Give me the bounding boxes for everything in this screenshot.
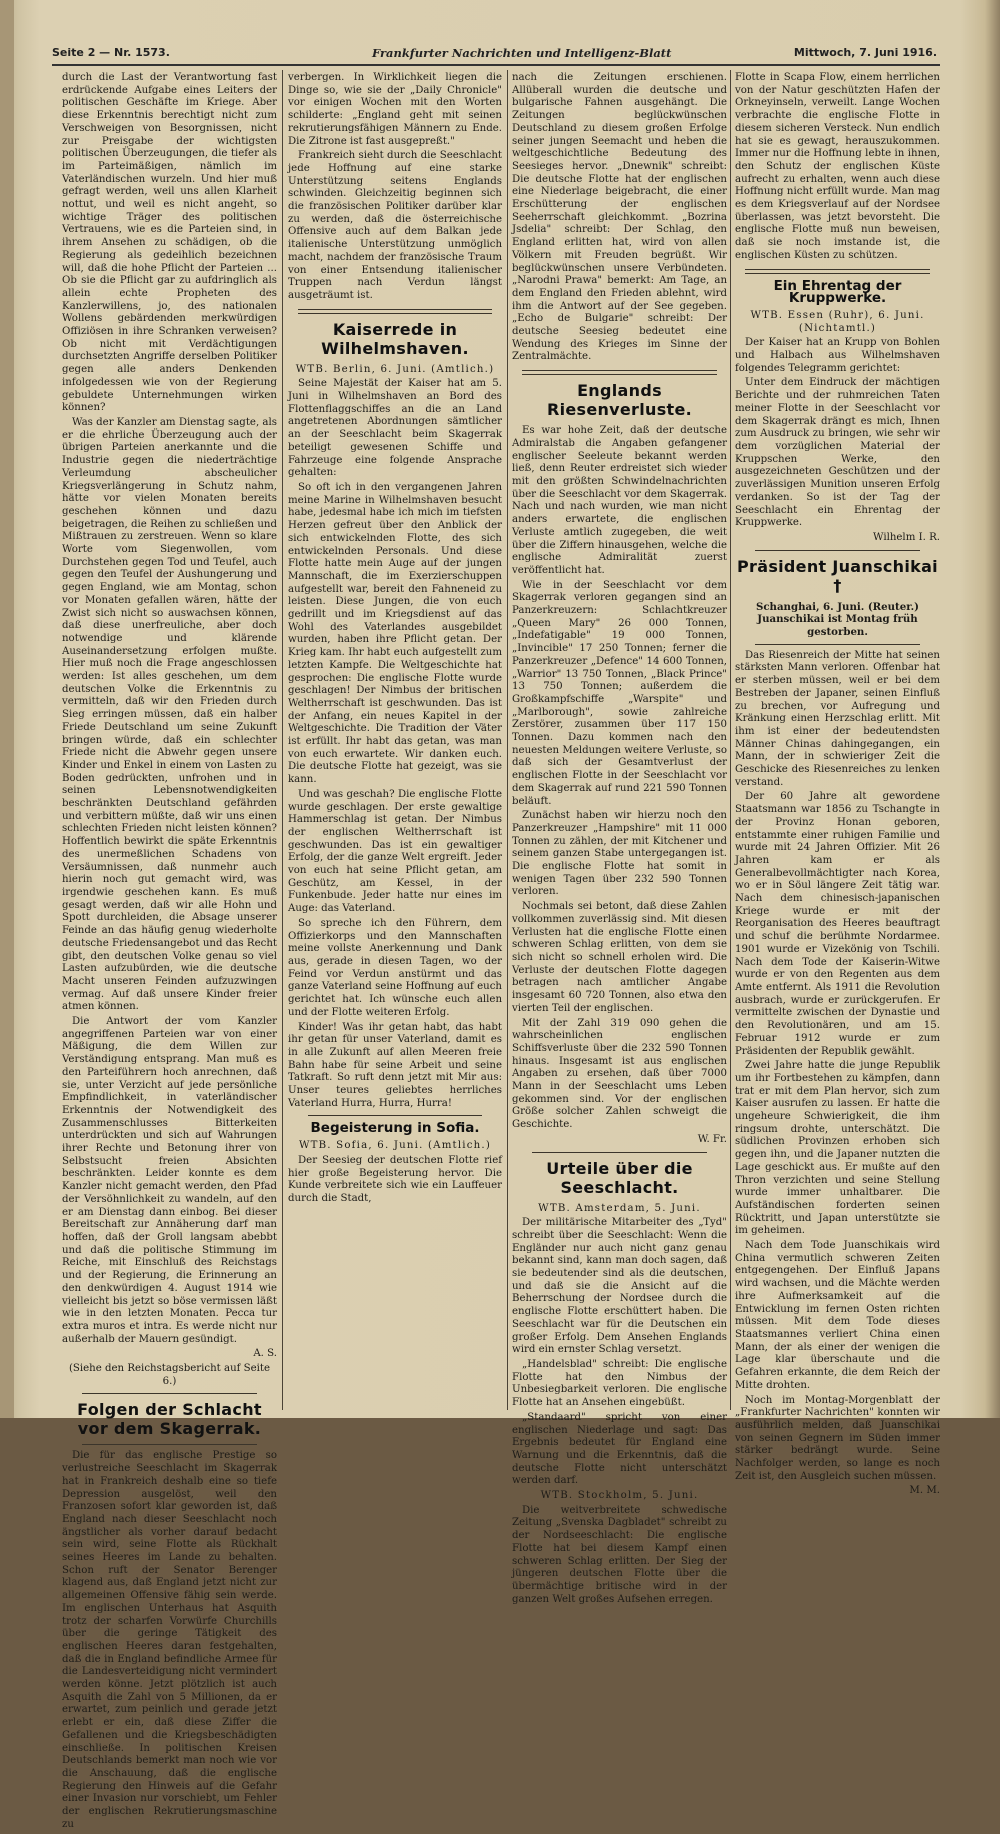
article-paragraph: Die Antwort der vom Kanzler angegriffenen Parteien war von einer Mäßigung, die dem Willen zur Verständigung entsprang. Man muß es den Parteiführern hoch anrechnen, daß sie, unter Verzicht auf jede persönliche Empfindlichkeit, in vaterländischer Erkenntnis der Notwendigkeit des Zusammenschlusses Bitterkeiten unterdrückten und sich auf Wahrungen ihrer Rechte und Betonung ihrer von Selbstsucht freien Absichten beschränkten. Leider konnte es dem Kanzler nicht gemacht werden, den Pfad der Versöhnlichkeit zu wandeln, auf den er am Dienstag dann einbog. Bei dieser Bereitschaft zur Annäherung darf man hoffen, daß der Groll langsam abebbt und daß die politische Stimmung im Reiche, mit Einschluß des Reichstags und der Regierung, die Erinnerung an den denkwürdigen 4. August 1914 wie vielleicht bis jetzt so böse vermissen läßt wie in den letzten Monaten. Pecca tur extra muros et intra. Es werde nicht nur außerhalb der Mauern gesündigt. [62,1016,277,1345]
column-2 [288,72,502,1208]
headline-folgen-der-schlacht: Folgen der Schlacht vor dem Skagerrak. [77,1400,262,1439]
headline-kaiserrede: Kaiserrede in Wilhelmshaven. [321,319,469,358]
headline-praesident-juanschikai: Präsident Juanschikai † [737,556,938,595]
sub-headline: Schanghai, 6. Juni. (Reuter.) Juanschikai ist Montag früh gestorben. [755,600,919,639]
article-paragraph: Flotte in Scapa Flow, einem herrlichen von der Natur geschützten Hafen der Orkneyinseln, verweilt. Lange Wochen verbrachte die englische Flotte in diesem sicheren Versteck. Nun endlich hat sie es gewagt, herauszukommen. Immer nur die Hoffnung lebte in ihnen, den Schutz der englischen Küste aufrecht zu erhalten, wenn auch diese Hoffnung nicht erfüllt wurde. Man mag es dem Kriegsverlauf auf der Nordsee überlassen, was jetzt bevorsteht. Die englische Flotte muß nun beweisen, daß sie noch imstande ist, die englischen Küsten zu schützen. [735,72,940,261]
headline-urteile-seeschlacht: Urteile über die Seeschlacht. [546,1158,693,1197]
article-paragraph: Kinder! Was ihr getan habt, das habt ihr getan für unser Vaterland, damit es in alle Zukunft auf allen Meeren freie Bahn habe für seine Arbeit und seine Tatkraft. So ruft denn jetzt mit Mir aus: Unser teures geliebtes herrliches Vaterland Hurra, Hurra, Hurra! [288,1021,502,1109]
article-paragraph: „Handelsblad" schreibt: Die englische Flotte hat den Nimbus der Unbesiegbarkeit verloren. Die englische Flotte hat an Ansehen eingebüßt. [512,1358,727,1409]
article-paragraph: Seine Majestät der Kaiser hat am 5. Juni in Wilhelmshaven an Bord des Flottenflaggschiffes an die an Land angetretenen Abordnungen sämtlicher an der Seeschlacht beim Skagerrak beteiligt gewesenen Schiffe und Fahrzeuge eine folgende Ansprache gehalten: [288,378,502,479]
article-paragraph: Mit der Zahl 319 090 gehen die wahrscheinlichen englischen Schiffsverluste über die 232 590 Tonnen hinaus. Insgesamt ist aus englischen Angaben zu ersehen, daß über 7000 Mann in der Seeschlacht ums Leben gekommen sind. Vor der englischen Größe solcher Zahlen schweigt die Geschichte. [512,1017,727,1131]
newspaper-title: Frankfurter Nachrichten und Intelligenz-Blatt [372,46,672,60]
cross-reference-note: (Siehe den Reichstagsbericht auf Seite 6.) [68,1363,271,1387]
page-header [52,44,937,64]
section-rule [745,269,930,274]
dateline: WTB. Essen (Ruhr), 6. Juni. (Nichtamtl.) [750,309,925,334]
section-rule [82,1393,257,1394]
article-paragraph: Zunächst haben wir hierzu noch den Panzerkreuzer „Hampshire" mit 11 000 Tonnen zu zählen, der mit Kitchener und seinem ganzen Stabe untergegangen ist. Die englische Flotte hat somit in wenigen Tagen über 232 590 Tonnen verloren. [512,810,727,898]
section-rule [308,1115,482,1116]
article-paragraph: Nochmals sei betont, daß diese Zahlen vollkommen zuverlässig sind. Mit diesen Verlusten hat die englische Flotte einen schweren Schlag erlitten, von dem sie sich nicht so schnell erholen wird. Die Verluste der deutschen Flotte dagegen betragen nach amtlicher Angabe insgesamt 60 720 Tonnen, also etwa den vierten Teil der englischen. [512,901,727,1014]
headline-begeisterung-sofia: Begeisterung in Sofia. [310,1120,480,1137]
article-paragraph: Frankreich sieht durch die Seeschlacht jede Hoffnung auf eine starke Unterstützung seitens Englands schwinden. Gleichzeitig beginnen sich die französischen Politiker darüber klar zu werden, daß die österreichische Offensive auch auf dem Balkan jede italienische Unterstützung unmöglich macht, nachdem der französische Traum von einer Entsendung italienischer Truppen nach Verdun längst ausgeträumt ist. [288,150,502,301]
page-number: Seite 2 — Nr. 1573. [52,46,170,59]
article-paragraph: Der Seesieg der deutschen Flotte rief hier große Begeisterung hervor. Die Kunde verbreitete sich wie ein Lauffeuer durch die Stadt, [288,1154,502,1204]
page-binding-edge [0,0,14,1418]
article-paragraph: Was der Kanzler am Dienstag sagte, als er die ehrliche Überzeugung auch der übrigen Parteien anerkannte und die Industrie gegen die niederträchtige Verleumdung abscheulicher Kriegsverlängerung in Schutz nahm, hätte vor vielen Monaten bereits geschehen können und dazu beigetragen, die Reihen zu schließen und Mißtrauen zu zerstreuen. Wenn so klare Worte vom Siegenwollen, vom Durchstehen gegen Tod und Teufel, auch gegen den Teufel der Aushungerung und gegen England, wie am Montag, schon vor Monaten gefallen wären, hätte der Zwist sich nicht so auswachsen können, daß diese unerfreuliche, aber doch notwendige und klärende Auseinandersetzung erfolgen mußte. Hier muß noch die Frage angeschlossen werden: Ist alles geschehen, um dem deutschen Volke die Erkenntnis zu vermitteln, daß wir den Frieden durch Sieg erringen müssen, daß ein halber Friede Deutschland um seine Zukunft bringen würde, daß ein schlechter Friede nicht die Abwehr gegen unsere Kinder und Enkel in einem von Lasten zu Boden gedrückten, unfrohen und in seinen Lebensnotwendigkeiten beschränkten Deutschland gefährden und verbittern müßte, daß wir uns einen schlechten Frieden nicht leisten können? Hoffentlich bewirkt die späte Erkenntnis des unermeßlichen Schadens von Versäumnissen, daß nunmehr auch hierin noch gut gemacht wird, was irgendwie geschehen kann. Es muß gesagt werden, daß wir alle Hohn und Spott durchleiden, die Absage unserer Feinde an das häufig genug wiederholte deutsche Friedensangebot und das Recht gibt, den deutschen Volke genau so viel Lasten aufzubürden, wie die deutsche Macht unseren Feinden aufzuzwingen vermag. Auf daß unsere Kinder freier atmen können. [62,416,277,1013]
article-paragraph: Noch im Montag-Morgenblatt der „Frankfurter Nachrichten" konnten wir ausführlich melden, daß Juanschikai von seinen Gegnern im Süden immer stärker bedrängt wurde. Seine Nachfolger werden, so lange es noch Zeit ist, den Ausgleich suchen müssen. [735,1394,940,1482]
section-rule [532,1152,707,1153]
article-paragraph: Zwei Jahre hatte die junge Republik um ihr Fortbestehen zu kämpfen, dann trat er mit dem Plan hervor, sich zum Kaiser ausrufen zu lassen. Er hatte die ungeheure Schwierigkeit, die ihm ringsum drohte, unterschätzt. Die südlichen Provinzen erhoben sich gegen ihn, und die Japaner nutzten die Lage geschickt aus. Er mußte auf den Thron verzichten und seine Stellung wurde immer unhaltbarer. Die Aufständischen forderten seinen Rücktritt, und Japan unterstützte sie im geheimen. [735,1060,940,1237]
header-rule [52,64,940,66]
section-rule [522,370,717,375]
article-paragraph: Es war hohe Zeit, daß der deutsche Admiralstab die Angaben gefangener englischer Seeleute bekannt werden ließ, denn Reuter erdreistet sich wieder mit den größten Schwindelnachrichten über die Seeschlacht vor dem Skagerrak. Nach und nach wurden, wie man nicht anders erwartete, die englischen Verluste amtlich zugegeben, die weit über die Ziffern hinausgehen, welche die englische Admiralität zuerst veröffentlicht hat. [512,425,727,576]
section-rule [755,644,920,645]
author-signature: Wilhelm I. R. [873,531,940,543]
article-paragraph: So oft ich in den vergangenen Jahren meine Marine in Wilhelmshaven besucht habe, jedesmal habe ich mich im tiefsten Herzen gefreut über den Anblick der sich entwickelnden Flotte, des sich entwickelnden Personals. Und diese Flotte hatte mein Auge auf der jungen Mannschaft, die im Exerzierschuppen aufgestellt war, bereit den Fahneneid zu leisten. Diese Jungen, die von euch gedrillt und im Kriegsdienst auf das Wohl des Vaterlandes ausgebildet wurden, haben ihre Pflicht getan. Der Krieg kam. Ihr habt euch aufgestellt zum letzten Kampfe. Die Weltgeschichte hat gesprochen: Die englische Flotte wurde geschlagen! Der Nimbus der britischen Weltherrschaft ist geschwunden. Das ist der Anfang, ein neues Kapitel in der Weltgeschichte. Die Tradition der Väter ist erfüllt. Ihr habt das getan, was man von euch erwartete. Wir danken euch. Die deutsche Flotte hat gezeigt, was sie kann. [288,481,502,786]
author-signature: M. M. [909,1485,940,1497]
author-signature: W. Fr. [697,1133,727,1145]
article-paragraph: Die für das englische Prestige so verlustreiche Seeschlacht im Skagerrak hat in Frankreich deshalb eine so tiefe Depression ausgelöst, weil den Franzosen sofort klar geworden ist, daß England nach dieser Seeschlacht noch ängstlicher als vorher darauf bedacht sein wird, seine Flotte als Rückhalt seines Heeres im Lande zu behalten. Schon ruft der Senator Berenger klagend aus, daß England jetzt nicht zur allgemeinen Offensive fähig sein werde. Im englischen Unterhaus hat Asquith trotz der scharfen Vorwürfe Churchills über die geringe Tätigkeit des englischen Heeres daran festgehalten, daß die in England befindliche Armee für die Landesverteidigung nicht vermindert werden könne. Jetzt plötzlich ist auch Asquith die Zahl von 5 Millionen, da er erwartet, zum peinlich und gerade jetzt erlebt er ein, daß diese Ziffer die Gefallenen und die Kriegsbeschädigten einschließe. In politischen Kreisen Deutschlands bemerkt man noch wie vor die Anschauung, daß die englische Regierung den Hinweis auf die Gefahr einer Invasion nur vorschiebt, um Fehler der englischen Rekrutierungsmaschine zu [62,1450,277,1830]
headline-ehrentag-kruppwerke: Ein Ehrentag der Kruppwerke. [773,277,902,307]
dateline: WTB. Berlin, 6. Juni. (Amtlich.) [295,363,495,375]
article-paragraph: nach die Zeitungen erschienen. Allüberall wurden die deutsche und bulgarische Fahnen ausgehängt. Die Zeitungen beglückwünschen Deutschland zu diesem großen Erfolge seiner jungen Seemacht und heben die weltgeschichtliche Bedeutung des Seesieges hervor. „Dnewnik" schreibt: Die deutsche Flotte hat der englischen eine Niederlage beigebracht, die einer Erschütterung der englischen Seeherrschaft gleichkommt. „Bozrina Jsdelia" schreibt: Der Schlag, den England erlitten hat, wird von allen Völkern mit Freuden begrüßt. Wir beglückwünschen unsere Verbündeten. „Narodni Prawa" bemerkt: Am Tage, an dem England den Frieden ablehnt, wird ihm die Antwort auf der See gegeben. „Echo de Bulgarie" schreibt: Der deutsche Seesieg bedeutet eine Wendung des Krieges im Sinne der Zentralmächte. [512,72,727,363]
article-paragraph: Wie in der Seeschlacht vor dem Skagerrak verloren gegangen sind an Panzerkreuzern: Schlachtkreuzer „Queen Mary" 26 000 Tonnen, „Indefatigable" 19 000 Tonnen, „Invincible" 17 250 Tonnen; ferner die Panzerkreuzer „Defence" 14 600 Tonnen, „Warrior" 13 750 Tonnen, „Black Prince" 13 750 Tonnen; außerdem die Großkampfschiffe „Warspite" und „Marlborough", sowie zahlreiche Zerstörer, zusammen über 117 150 Tonnen. Dazu kommen nach den neuesten Meldungen weitere Verluste, so daß sich der Gesamtverlust der englischen Flotte in der Seeschlacht vor dem Skagerrak auf rund 221 590 Tonnen beläuft. [512,579,727,807]
article-paragraph: durch die Last der Verantwortung fast erdrückende Aufgabe eines Leiters der politischen Geschäfte im Kriege. Aber diese Erkenntnis berechtigt nicht zum Verschweigen von Besorgnissen, nicht zur Preisgabe der wichtigsten politischen Überzeugungen, die tiefer als im Parteimäßigen, nämlich im Vaterländischen wurzeln. Und hier muß gefragt werden, weil uns allen Klarheit nottut, und weil es nicht angeht, so wichtige Träger des politischen Vertrauens, wie es die Parteien sind, in ihrem Ansehen zu schädigen, ob die Regierung als gedeihlich bezeichnen will, daß die hohe Pflicht der Parteien ... Ob sie die Pflicht gar zu aufdringlich als allein echte Propheten des Kanzlerwillens, jo, des nationalen Wollens gebärdenden merkwürdigen Offiziösen in ihre Schranken verweisen? Ob nicht mit Verdächtigungen durchsetzten Angriffe derselben Politiker gegen alle anders Denkenden infolgedessen wie von der Regierung gebuldete Unternehmungen wirken können? [62,72,277,414]
issue-date: Mittwoch, 7. Juni 1916. [793,46,937,59]
section-rule [82,1444,257,1445]
headline-riesenverluste: Englands Riesenverluste. [546,381,693,420]
author-signature: A. S. [253,1348,277,1360]
dateline: WTB. Amsterdam, 5. Juni. [538,1202,701,1214]
article-paragraph: Die weitverbreitete schwedische Zeitung „Svenska Dagbladet" schreibt zu der Nordseeschlacht: Die englische Flotte hat bei diesem Kampf einen schweren Schlag erlitten. Der Sieg der jüngeren deutschen Flotte über die übermächtige britische wird in der ganzen Welt großes Aufsehen erregen. [512,1504,727,1605]
article-paragraph: Der militärische Mitarbeiter des „Tyd" schreibt über die Seeschlacht: Wenn die Engländer nur auch nicht ganz genau bekannt sind, kann man doch sagen, daß sie bedeutender sind als die deutschen, und daß sie die Ansicht auf die Beherrschung der Nordsee durch die englische Flotte erschüttert haben. Die Seeschlacht war für die Deutschen ein großer Erfolg. Dem Ansehen Englands wird ein ernster Schlag versetzt. [512,1217,727,1356]
article-paragraph: So spreche ich den Führern, dem Offizierkorps und den Mannschaften meine vollste Anerkennung und Dank aus, gerade in diesen Tagen, wo der Feind vor Verdun anstürmt und das ganze Vaterland seine Hoffnung auf euch gerichtet hat. Ich wünsche euch allen und der Flotte weiteren Erfolg. [288,917,502,1018]
article-paragraph: Das Riesenreich der Mitte hat seinen stärksten Mann verloren. Offenbar hat er sterben müssen, weil er bei dem Bestreben der Japaner, seinen Einfluß zu brechen, vor Aufregung und Kränkung einen Herzschlag erlitt. Mit ihm ist einer der bedeutendsten Männer Chinas dahingegangen, ein Mann, der in schwieriger Zeit die Geschicke des Riesenreiches zu lenken verstand. [735,649,940,788]
column-divider [507,70,508,1410]
dateline: WTB. Stockholm, 5. Juni. [540,1490,699,1502]
column-divider [730,70,731,1410]
column-4 [735,72,940,1500]
section-rule [298,309,492,314]
article-paragraph: „Standaard" spricht von einer englischen Niederlage und sagt: Das Ergebnis bedeutet für England eine Warnung und die Erkenntnis, daß die deutsche Flotte nicht unterschätzt werden darf. [512,1411,727,1487]
column-divider [282,70,283,1410]
article-paragraph: Nach dem Tode Juanschikais wird China vermutlich schweren Zeiten entgegengehen. Der Einfluß Japans wird wachsen, und die Mächte werden ihre Aufmerksamkeit auf die Entwicklung im fernen Osten richten müssen. Mit dem Tode dieses Staatsmannes verliert China einen Mann, der als einer der wenigen die Lage klar überschaute und die Gefahren erkannte, die dem Reich der Mitte drohten. [735,1240,940,1391]
article-paragraph: verbergen. In Wirklichkeit liegen die Dinge so, wie sie der „Daily Chronicle" vor einigen Wochen mit den Worten schilderte: „England geht mit seinen rekrutierungsfähigen Männern zu Ende. Die Zitrone ist fast ausgepreßt." [288,72,502,147]
dateline: WTB. Sofia, 6. Juni. (Amtlich.) [298,1140,492,1152]
article-paragraph: Der 60 Jahre alt gewordene Staatsmann war 1856 zu Tschangte in der Provinz Honan geboren, entstammte einer ruhigen Familie und wurde mit 24 Jahren Offizier. Mit 26 Jahren kam er als Generalbevollmächtigter nach Korea, wo er in Söul längere Zeit tätig war. Nach dem chinesisch-japanischen Kriege wurde er mit der Reorganisation des Heeres beauftragt und schuf die berühmte Nordarmee. 1901 wurde er Vizekönig von Tschili. Nach dem Tode der Kaiserin-Witwe wurde er von den Regenten aus dem Amte entfernt. Als 1911 die Revolution ausbrach, wurde er zurückgerufen. Er vermittelte zwischen der Dynastie und den Revolutionären, und am 15. Februar 1912 wurde er zum Präsidenten der Republik gewählt. [735,791,940,1057]
column-3 [512,72,727,1608]
article-paragraph: Der Kaiser hat an Krupp von Bohlen und Halbach aus Wilhelmshaven folgendes Telegramm gerichtet: [735,337,940,374]
article-paragraph: Unter dem Eindruck der mächtigen Berichte und der ruhmreichen Taten meiner Flotte in der Seeschlacht vor dem Skagerrak drängt es mich, Ihnen zum Ausdruck zu bringen, wie sehr wir dem vorzüglichen Material der Kruppschen Werke, den ausgezeichneten Geschützen und der zuverlässigen Munition unseren Erfolg verdanken. So ist der Tag der Seeschlacht ein Ehrentag der Kruppwerke. [735,377,940,529]
section-rule [755,550,920,551]
column-1 [62,72,277,1834]
article-paragraph: Und was geschah? Die englische Flotte wurde geschlagen. Der erste gewaltige Hammerschlag ist getan. Der Nimbus der englischen Weltherrschaft ist geschwunden. Das ist ein gewaltiger Erfolg, der die ganze Welt ergreift. Jeder von euch hat seine Pflicht getan, am Geschütz, am Kessel, in der Funkenbude. Jeder hatte nur eines im Auge: das Vaterland. [288,788,502,915]
